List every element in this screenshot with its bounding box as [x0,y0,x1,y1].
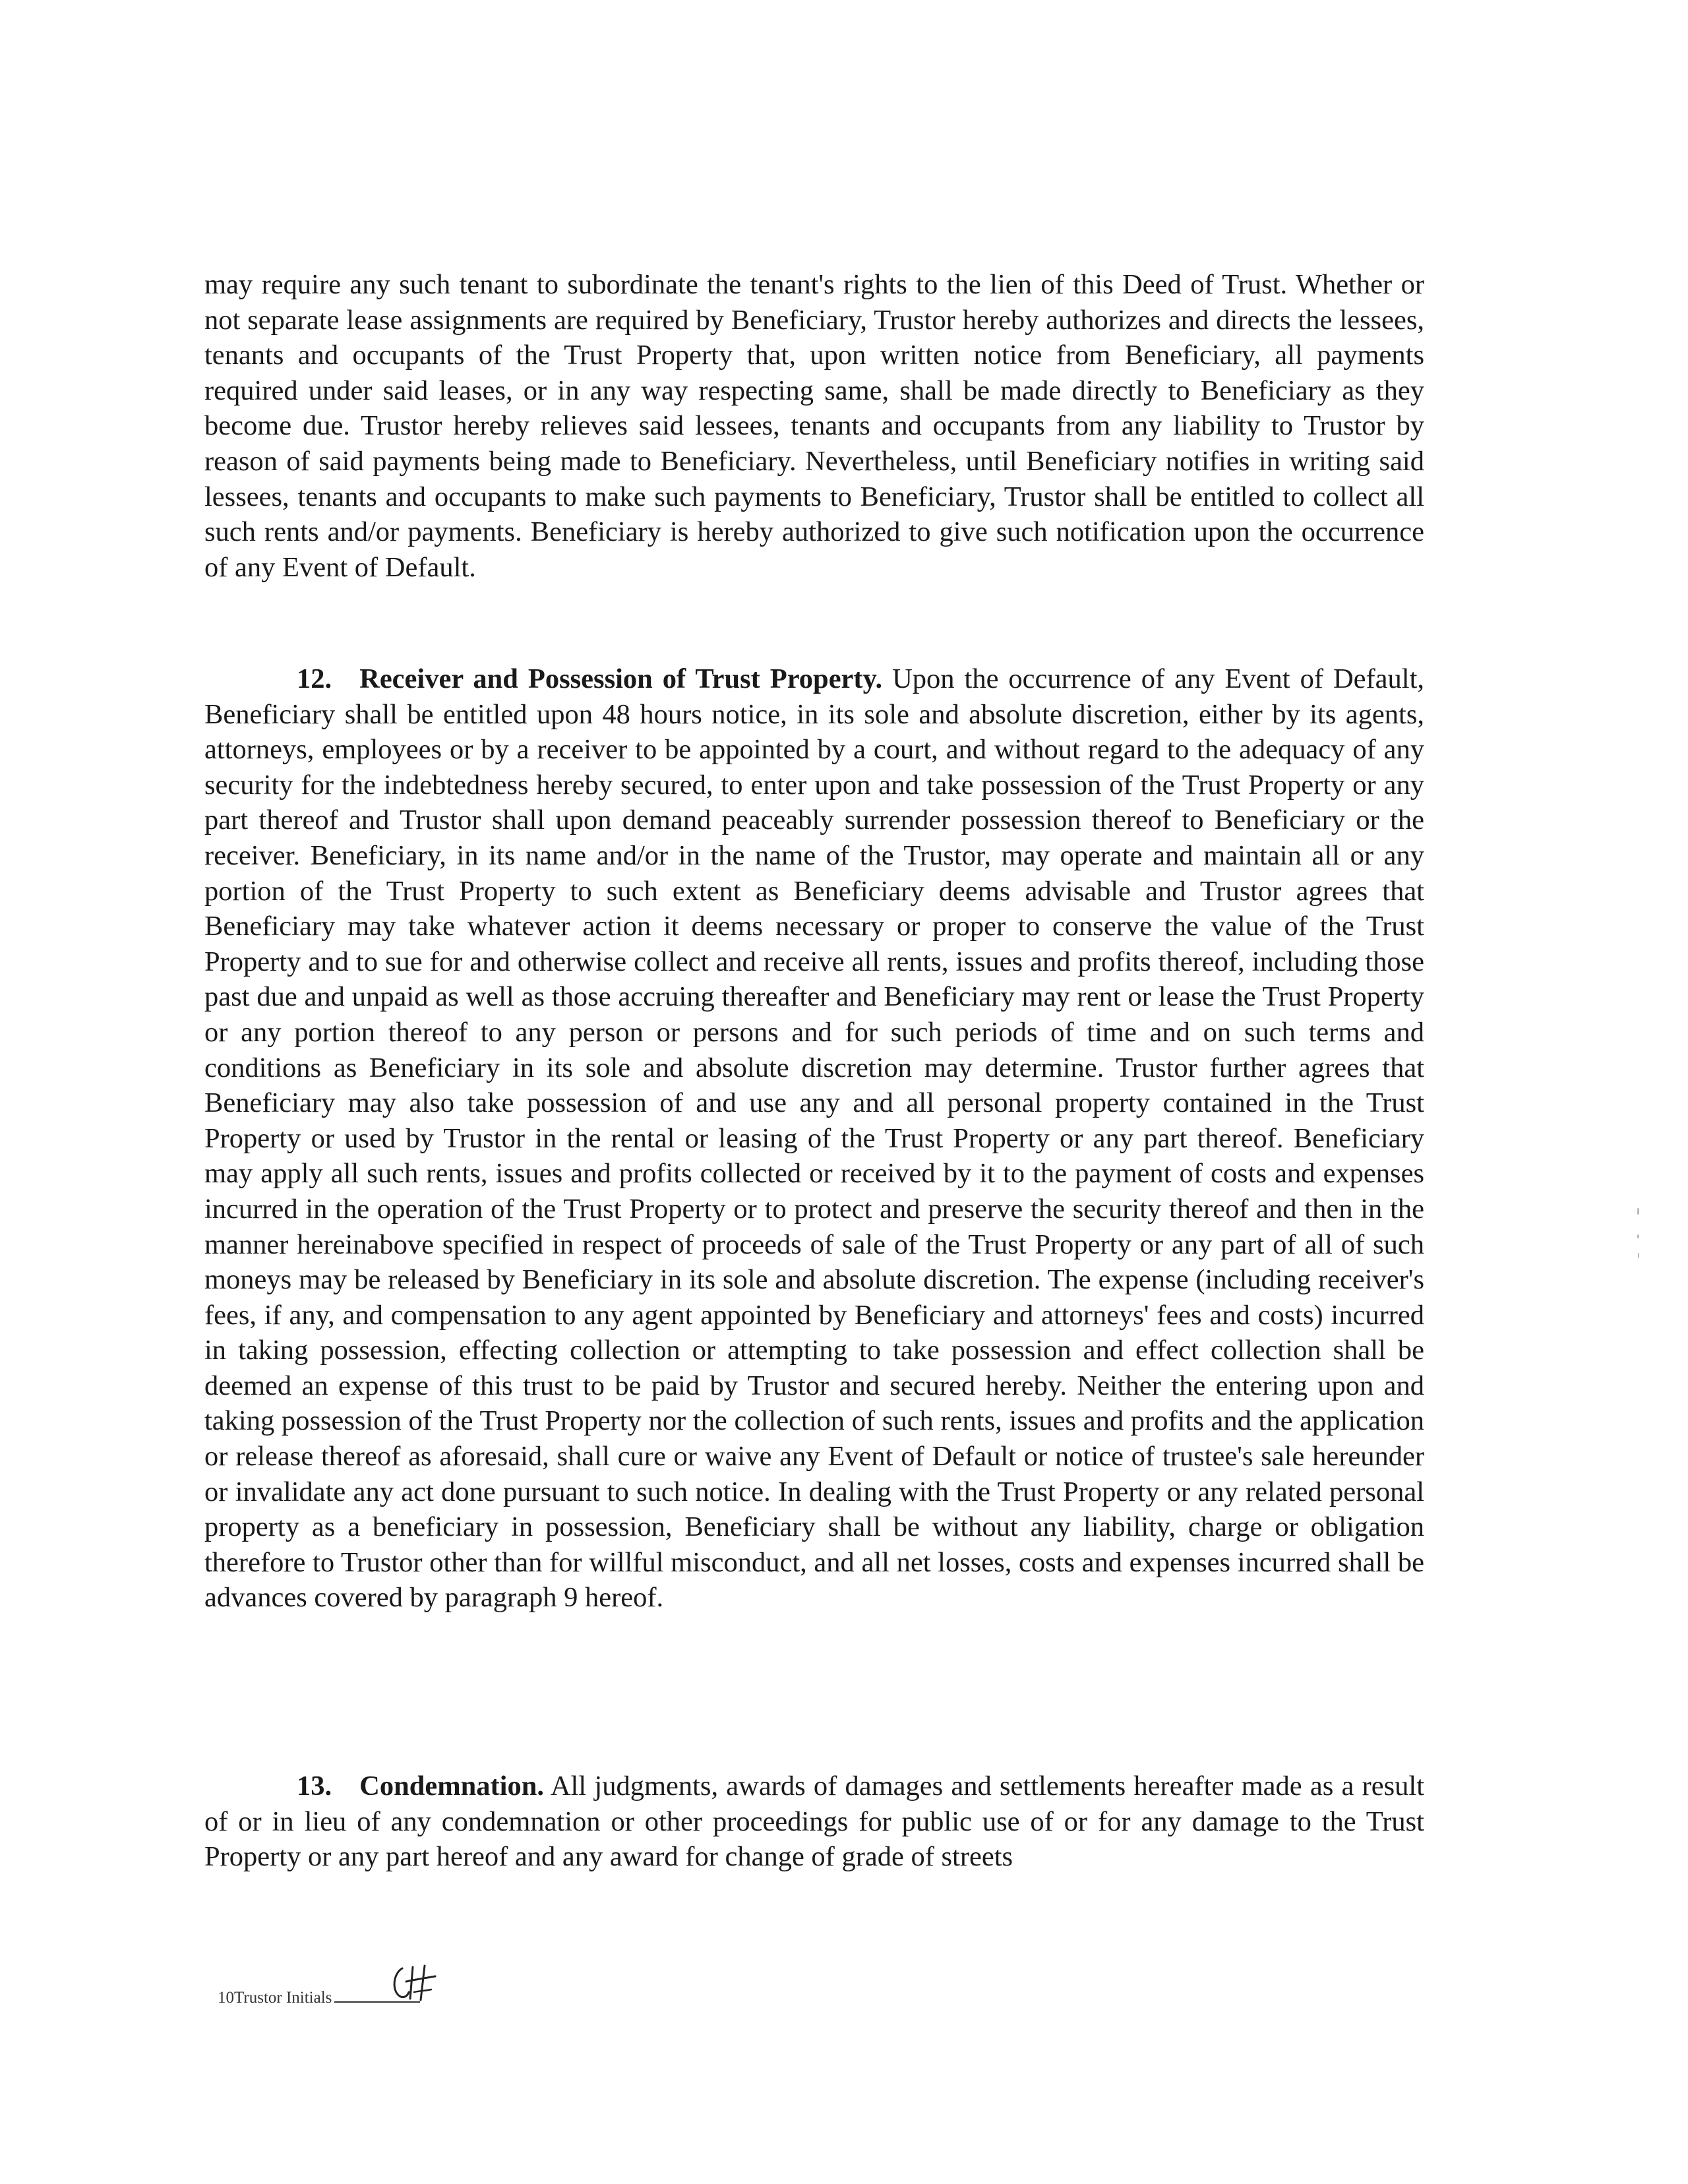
scan-speck [1637,1234,1639,1238]
section-12 [204,661,1424,1616]
handwritten-initials-signature [388,1962,440,2008]
section-heading: Condemnation. [359,1771,544,1802]
section-text: All judgments, awards of damages and settlements hereafter made as a result of or in lieu of any condemnation or other proceedings for public use of or for any damage to the Trust Property or any part hereof and any award for change of grade of streets [204,1771,1425,1873]
initials-label: Trustor Initials [234,1989,332,2007]
paragraph-continuation [204,267,1424,585]
section-13 [204,1769,1424,1875]
section-text: Upon the occurrence of any Event of Default, Beneficiary shall be entitled upon 48 hours notice, in its sole and absolute discretion, either by its agents, attorneys, employees or by a receiver to be appointed by a court, and without regard to the adequacy of any security for the indebtedness hereby secured, to enter upon and take possession of the Trust Property or any part thereof and Trustor shall upon demand peaceably surrender possession thereof to Beneficiary or the receiver. Beneficiary, in its name and/or in the name of the Trustor, may operate and maintain all or any portion of the Trust Property to such extent as Beneficiary deems advisable and Trustor agrees that Beneficiary may take whatever action it deems necessary or proper to conserve the value of the Trust Property and to sue for and otherwise collect and receive all rents, issues and profits thereof, including those past due and unpaid as well as those accruing thereafter and Beneficiary may rent or lease the Trust Property or any portion thereof to any person or persons and for such periods of time and on such terms and conditions as Beneficiary in its sole and absolute discretion may determine. Trustor further agrees that Beneficiary may also take possession of and use any and all personal property contained in the Trust Property or used by Trustor in the rental or leasing of the Trust Property or any part thereof. Beneficiary may apply all such rents, issues and profits collected or received by it to the payment of costs and expenses incurred in the operation of the Trust Property or to protect and preserve the security thereof and then in the manner hereinabove specified in respect of proceeds of sale of the Trust Property or any part of all of such moneys may be released by Beneficiary in its sole and absolute discretion. The expense (including receiver's fees, if any, and compensation to any agent appointed by Beneficiary and attorneys' fees and costs) incurred in taking possession, effecting collection or attempting to take possession and effect collection shall be deemed an expense of this trust to be paid by Trustor and secured hereby. Neither the entering upon and taking possession of the Trust Property nor the collection of such rents, issues and profits and the application or release thereof as aforesaid, shall cure or waive any Event of Default or notice of trustee's sale hereunder or invalidate any act done pursuant to such notice. In dealing with the Trust Property or any related personal property as a beneficiary in possession, Beneficiary shall be without any liability, charge or obligation therefore to Trustor other than for willful misconduct, and all net losses, costs and expenses incurred shall be advances covered by paragraph 9 hereof. [204,663,1425,1614]
page-number: 10 [218,1989,234,2007]
section-heading: Receiver and Possession of Trust Property. [359,663,883,694]
scan-speck [1637,1208,1639,1215]
scan-speck [1638,1253,1639,1258]
section-number: 12. [297,663,332,694]
section-number: 13. [297,1771,332,1802]
paragraph-text: may require any such tenant to subordinate the tenant's rights to the lien of this Deed of Trust. Whether or not separate lease assignments are required by Beneficiary, Trustor hereby authorizes and directs the lessees, tenants and occupants of the Trust Property that, upon written notice from Beneficiary, all payments required under said leases, or in any way respecting same, shall be made directly to Beneficiary as they become due. Trustor hereby relieves said lessees, tenants and occupants from any liability to Trustor by reason of said payments being made to Beneficiary. Nevertheless, until Beneficiary notifies in writing said lessees, tenants and occupants to make such payments to Beneficiary, Trustor shall be entitled to collect all such rents and/or payments. Beneficiary is hereby authorized to give such notification upon the occurrence of any Event of Default. [204,269,1424,583]
